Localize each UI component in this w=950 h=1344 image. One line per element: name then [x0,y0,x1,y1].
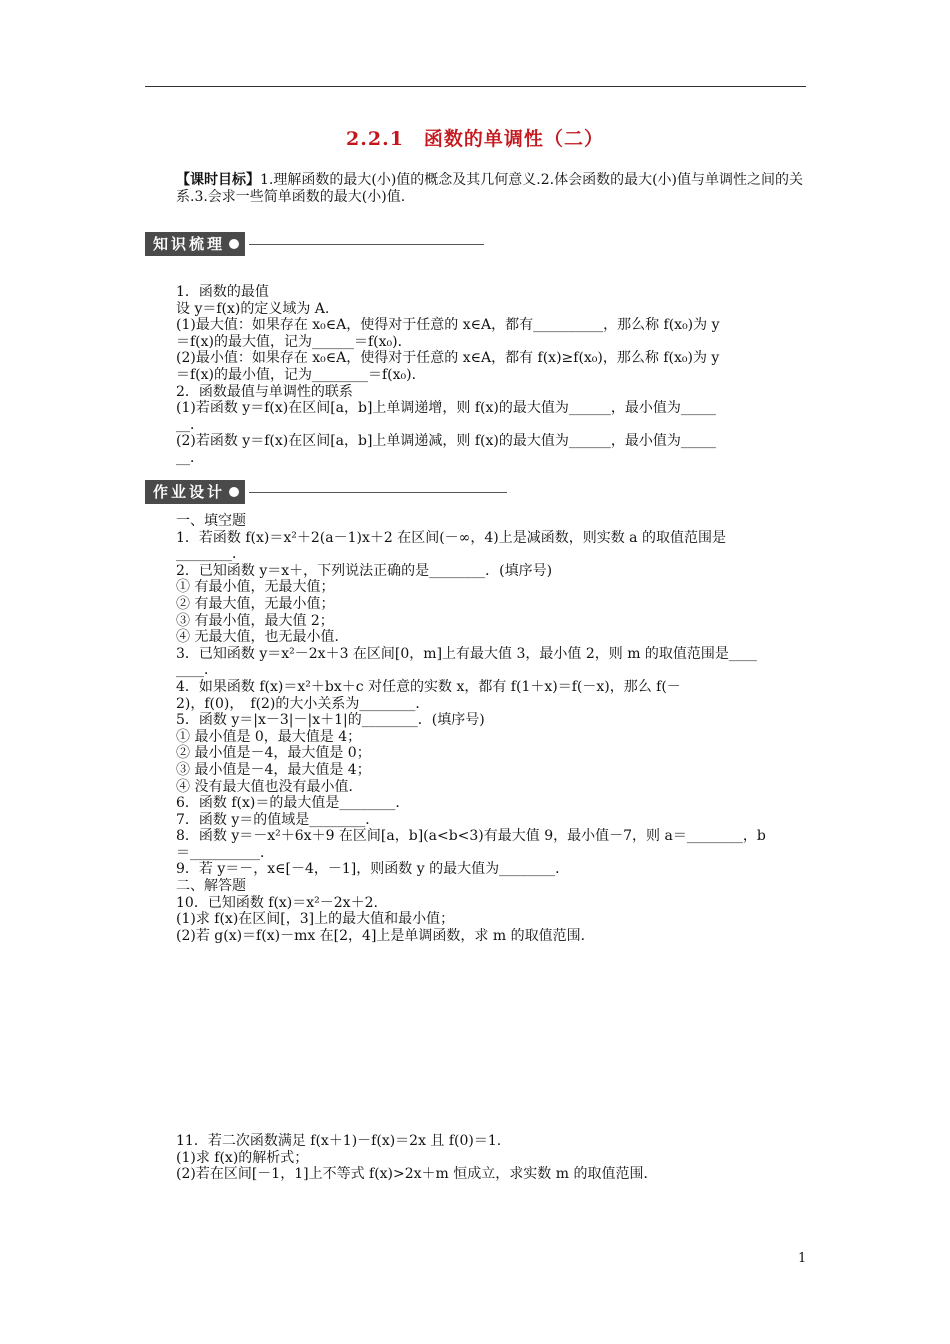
page-number: 1 [798,1251,807,1266]
text-line: ② 最小值是－4，最大值是 0； [176,745,371,762]
section-tag-knowledge [145,232,245,256]
section-tag-homework [145,480,245,504]
text-line: ④ 无最大值，也无最小值． [176,629,349,646]
text-line: (1)求 f(x)在区间[，3]上的最大值和最小值； [176,911,455,928]
text-line: 5．函数 y＝|x－3|－|x＋1|的________．(填序号) [176,712,485,729]
text-line: 二、解答题 [176,878,246,895]
text-line: 1．函数的最值 [176,284,269,300]
text-line: 3．已知函数 y＝x²－2x＋3 在区间[0，m]上有最大值 3，最小值 2，则 m 的取值范围是____ [176,645,757,662]
text-line: 1．若函数 f(x)＝x²＋2(a－1)x＋2 在区间(－∞，4)上是减函数，则实数 a 的取值范围是 [176,529,726,546]
homework-content [176,513,808,944]
text-line: 4．如果函数 f(x)＝x²＋bx＋c 对任意的实数 x，都有 f(1＋x)＝f(－x)，那么 f(－ [176,678,681,695]
text-line: (1)最大值：如果存在 x₀∈A，使得对于任意的 x∈A，都有__________，那么称 f(x₀)为 y [176,317,720,334]
text-line: (1)求 f(x)的解析式； [176,1149,309,1166]
text-line: 7．函数 y＝的值域是________． [176,811,380,828]
text-line: ＝f(x)的最大值，记为______＝f(x₀)． [176,333,412,350]
header-rule [145,86,806,87]
section-tag-label: 知识梳理 [153,235,226,253]
text-line: 2)，f(0)， f(2)的大小关系为________． [176,695,430,712]
bullet-dot-icon [229,239,239,249]
text-line: ③ 有最小值，最大值 2； [176,612,334,629]
text-line: ____． [176,662,218,679]
text-line: ① 最小值是 0，最大值是 4； [176,728,362,745]
text-line: (1)若函数 y＝f(x)在区间[a，b]上单调递增，则 f(x)的最大值为______，最小值为_____ [176,400,716,417]
section-tag-label: 作业设计 [153,483,226,501]
text-line: __． [176,416,204,433]
section-header-homework [145,480,507,504]
text-line: ① 有最小值，无最大值； [176,579,335,596]
text-line: ④ 没有最大值也没有最小值． [176,778,363,795]
question-11 [176,1133,808,1183]
goals-label: 【课时目标】 [176,172,260,188]
text-line: ② 有最大值，无最小值； [176,595,335,612]
section-rule [249,244,484,245]
text-line: 2．函数最值与单调性的联系 [176,383,353,400]
section-rule [249,492,507,493]
page-title: 2.2.1 函数的单调性（二） [346,128,604,150]
knowledge-content [176,284,808,467]
text-line: (2)若函数 y＝f(x)在区间[a，b]上单调递减，则 f(x)的最大值为______，最小值为_____ [176,433,716,450]
text-line: ________． [176,546,246,563]
text-line: 一、填空题 [176,513,246,529]
text-line: 设 y＝f(x)的定义域为 A. [176,300,330,317]
text-line: 2．已知函数 y＝x＋，下列说法正确的是________．(填序号) [176,562,553,579]
text-line: 6．函数 f(x)＝的最大值是________． [176,795,410,812]
text-line: (2)若在区间[－1，1]上不等式 f(x)>2x＋m 恒成立，求实数 m 的取值范围． [176,1166,658,1183]
text-line: 8．函数 y＝－x²＋6x＋9 在区间[a，b](a<b<3)有最大值 9，最小值－7，则 a＝________，b [176,828,766,845]
bullet-dot-icon [229,487,239,497]
text-line: 9．若 y＝－，x∈[－4，－1]，则函数 y 的最大值为________． [176,861,570,878]
lesson-goals [176,172,808,206]
goals-text: 1.理解函数的最大(小)值的概念及其几何意义.2.体会函数的最大(小)值与单调性之间的关系.3.会求一些简单函数的最大(小)值. [176,172,804,205]
text-line: ＝__________． [176,844,274,861]
text-line: ③ 最小值是－4，最大值是 4； [176,761,371,778]
text-line: __． [176,449,204,466]
text-line: 11．若二次函数满足 f(x＋1)－f(x)＝2x 且 f(0)＝1. [176,1133,502,1149]
text-line: ＝f(x)的最小值，记为________＝f(x₀)． [176,366,426,383]
text-line: (2)最小值：如果存在 x₀∈A，使得对于任意的 x∈A，都有 f(x)≥f(x₀)，那么称 f(x₀)为 y [176,350,720,367]
text-line: 10．已知函数 f(x)＝x²－2x＋2. [176,894,378,911]
section-header-knowledge [145,232,484,256]
text-line: (2)若 g(x)＝f(x)－mx 在[2，4]上是单调函数，求 m 的取值范围． [176,927,595,944]
